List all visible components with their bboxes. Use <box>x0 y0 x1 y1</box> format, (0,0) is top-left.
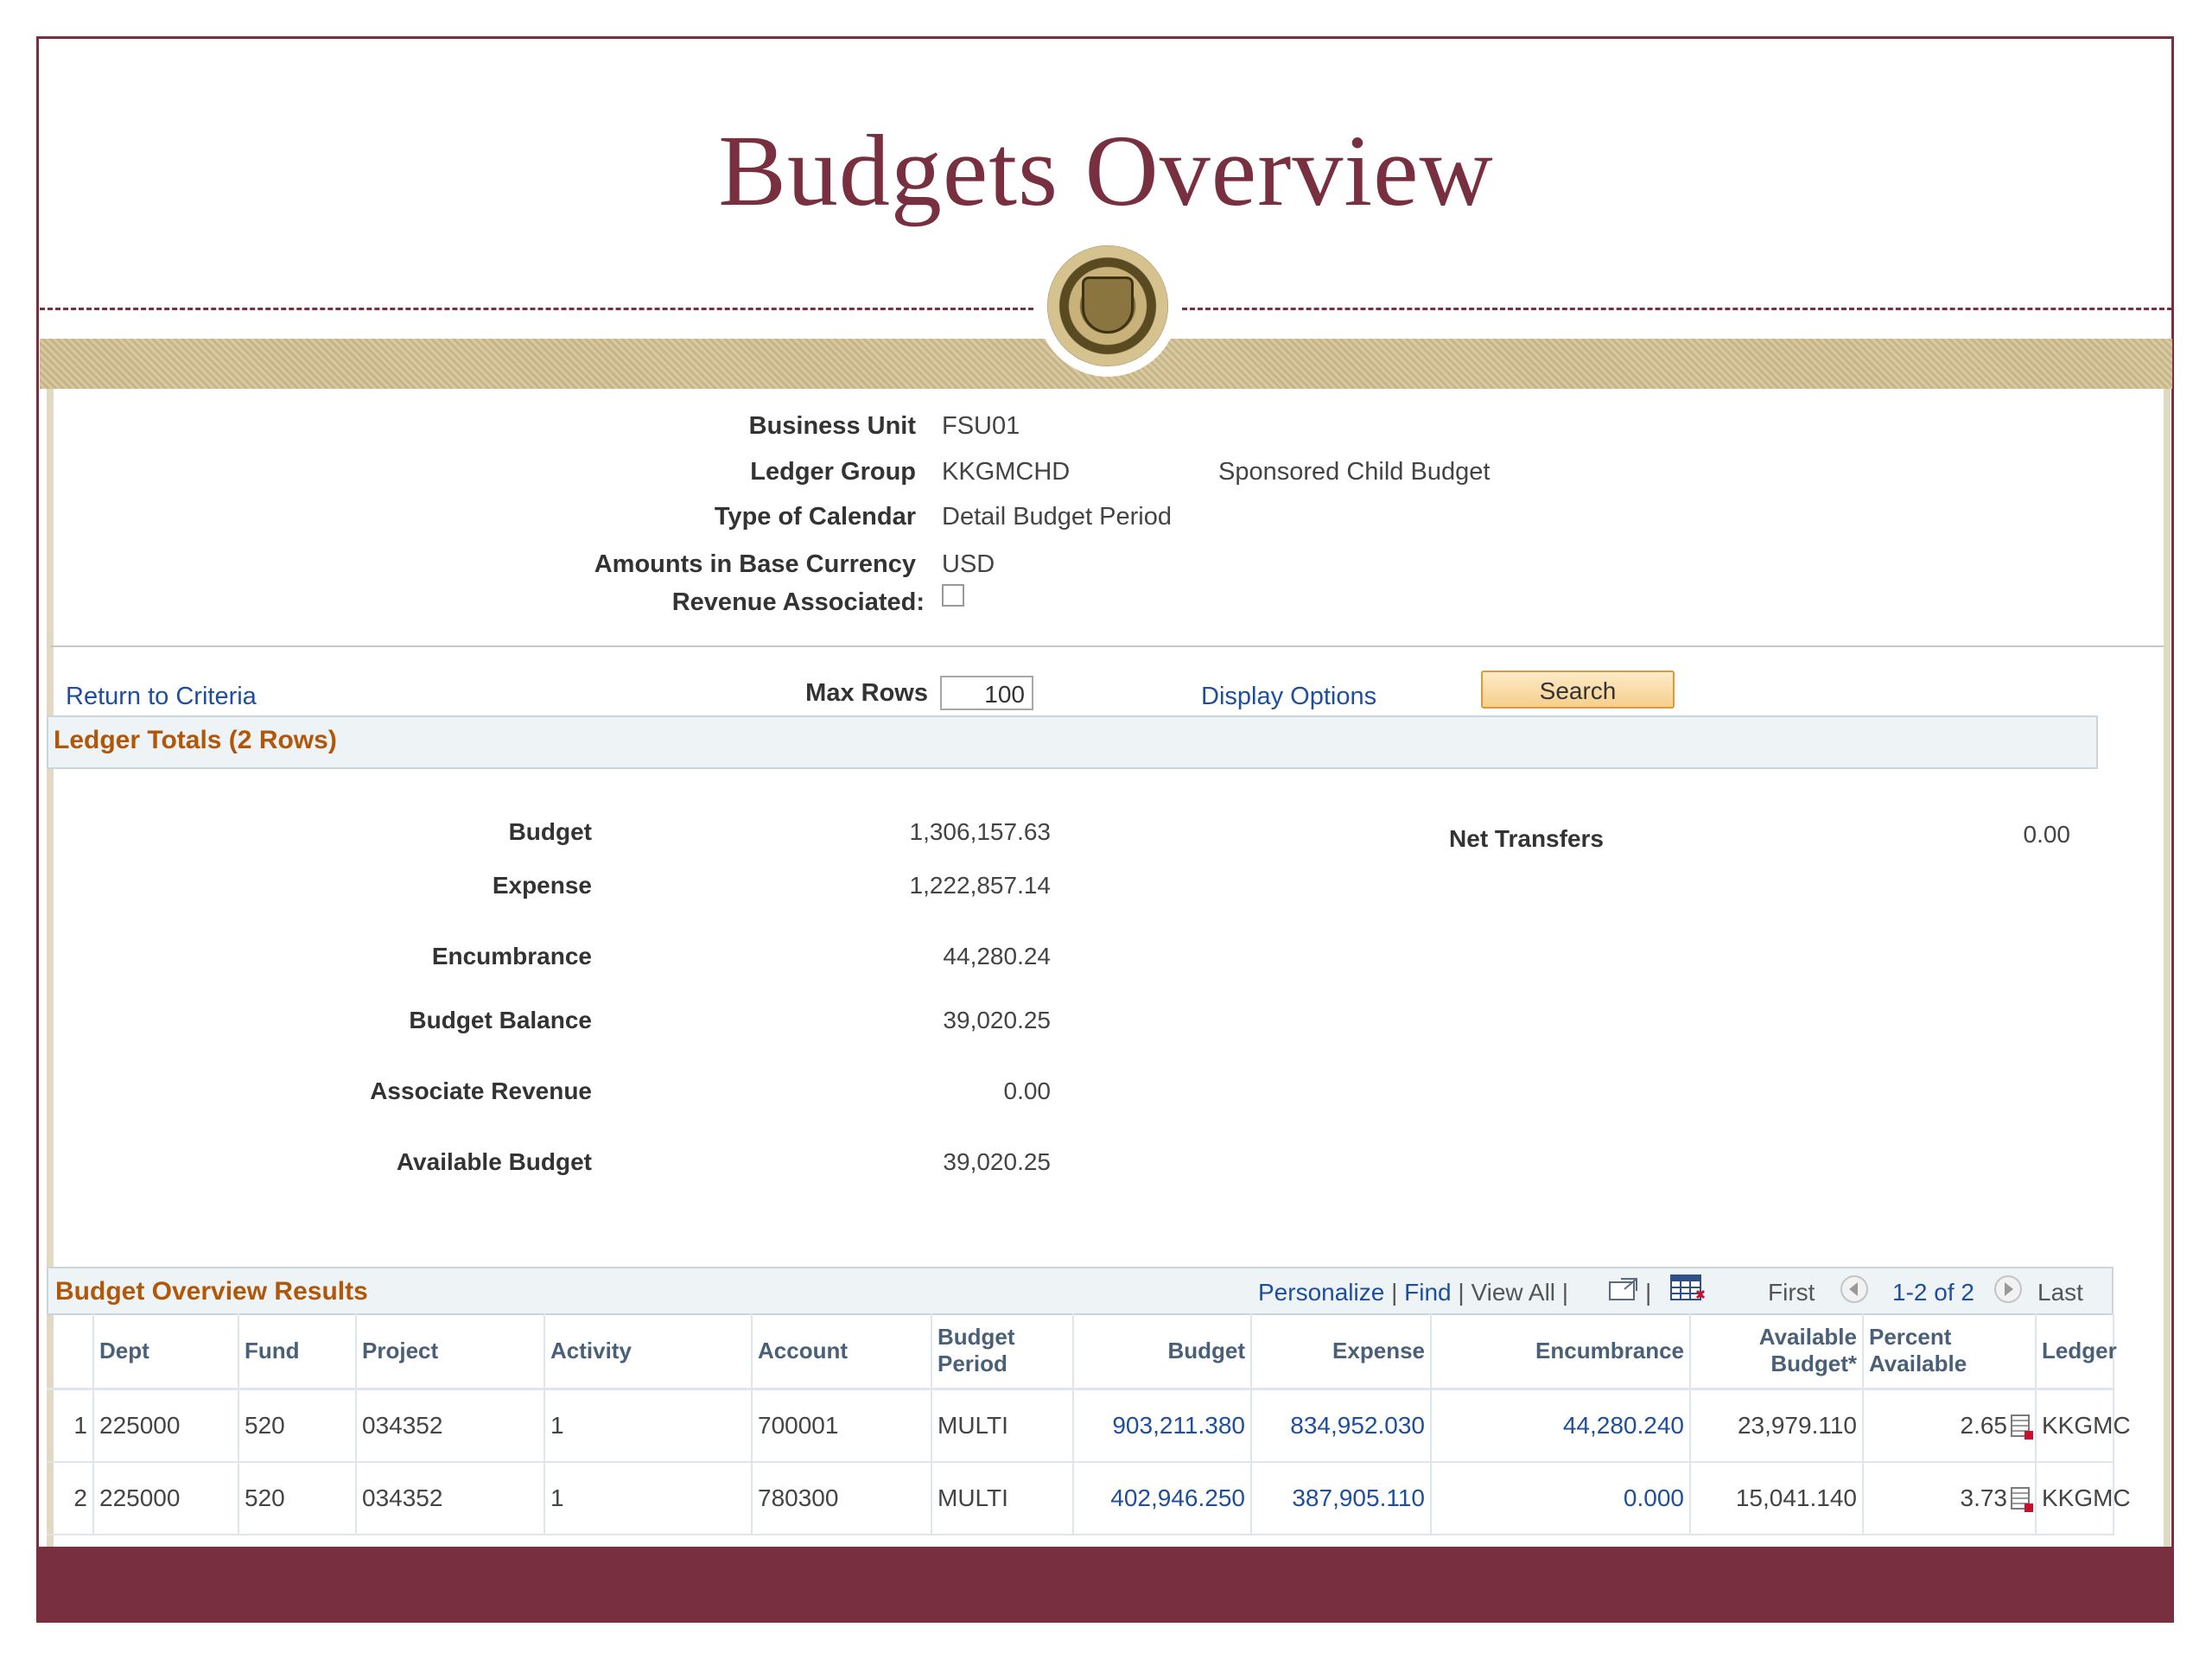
page-title: Budgets Overview <box>718 114 1494 227</box>
base-currency-value: USD <box>942 550 995 578</box>
column-header-fund[interactable]: Fund <box>238 1313 356 1389</box>
column-header-expense[interactable]: Expense <box>1251 1313 1431 1389</box>
results-title: Budget Overview Results <box>55 1277 368 1306</box>
business-unit-value: FSU01 <box>942 412 1020 440</box>
cell-budget-link[interactable]: 402,946.250 <box>1073 1462 1251 1535</box>
row-number-header <box>47 1313 93 1389</box>
table-header-row <box>47 1313 2113 1389</box>
divider-right <box>1182 308 2172 310</box>
associate-revenue-value: 0.00 <box>1003 1077 1051 1104</box>
budget-balance-label: Budget Balance <box>409 1007 592 1033</box>
cell-available-budget: 23,979.110 <box>1690 1389 1863 1463</box>
cell-fund: 520 <box>238 1389 356 1463</box>
cell-percent-available <box>1863 1462 2036 1535</box>
percent-value: 3.73 <box>1960 1484 2007 1511</box>
column-header-budget-period[interactable]: Budget Period <box>931 1313 1073 1389</box>
available-budget-label: Available Budget <box>396 1148 592 1175</box>
cell-percent-available <box>1863 1389 2036 1463</box>
cell-budget-period: MULTI <box>931 1462 1073 1535</box>
column-header-project[interactable]: Project <box>356 1313 544 1389</box>
cell-project: 034352 <box>356 1462 544 1535</box>
column-header-dept[interactable]: Dept <box>93 1313 238 1389</box>
ledger-group-description: Sponsored Child Budget <box>1218 458 1491 486</box>
total-encumbrance-label: Encumbrance <box>431 943 592 969</box>
cell-dept: 225000 <box>93 1462 238 1535</box>
column-header-percent-available[interactable]: Percent Available <box>1863 1313 2036 1389</box>
revenue-associated-label: Revenue Associated: <box>671 588 925 616</box>
column-header-budget[interactable]: Budget <box>1073 1313 1251 1389</box>
footer-bar <box>36 1547 2174 1623</box>
max-rows-label: Max Rows <box>805 679 928 707</box>
budget-balance-value: 39,020.25 <box>943 1007 1051 1033</box>
view-all-link[interactable]: View All <box>1471 1279 1556 1306</box>
find-link[interactable]: Find <box>1404 1279 1452 1306</box>
table-row <box>47 1389 2113 1463</box>
available-budget-value: 39,020.25 <box>943 1148 1051 1175</box>
revenue-associated-checkbox[interactable] <box>942 584 964 607</box>
cell-available-budget: 15,041.140 <box>1690 1462 1863 1535</box>
max-rows-input[interactable]: 100 <box>940 676 1033 710</box>
total-expense-label: Expense <box>492 872 592 899</box>
nav-separator: | <box>1561 1279 1569 1306</box>
ledger-totals-title: Ledger Totals (2 Rows) <box>54 726 337 754</box>
cell-activity: 1 <box>544 1462 752 1535</box>
row-number: 1 <box>47 1389 93 1463</box>
total-budget-label: Budget <box>508 818 592 845</box>
section-divider <box>50 645 2164 647</box>
cell-account: 700001 <box>752 1389 931 1463</box>
cell-account: 780300 <box>752 1462 931 1535</box>
cell-expense-link[interactable]: 387,905.110 <box>1251 1462 1431 1535</box>
cell-project: 034352 <box>356 1389 544 1463</box>
cell-budget-period: MULTI <box>931 1389 1073 1463</box>
ledger-group-value: KKGMCHD <box>942 458 1071 486</box>
column-header-account[interactable]: Account <box>752 1313 931 1389</box>
cell-encumbrance-link[interactable]: 0.000 <box>1431 1462 1690 1535</box>
calendar-type-value: Detail Budget Period <box>942 503 1172 531</box>
cell-encumbrance-link[interactable]: 44,280.240 <box>1431 1389 1690 1463</box>
total-encumbrance-value: 44,280.24 <box>943 943 1051 969</box>
results-nav <box>1258 1279 1568 1306</box>
column-header-encumbrance[interactable]: Encumbrance <box>1431 1313 1690 1389</box>
display-options-link[interactable]: Display Options <box>1201 683 1377 710</box>
prev-arrow-icon[interactable] <box>1839 1274 1870 1305</box>
cell-activity: 1 <box>544 1389 752 1463</box>
percent-value: 2.65 <box>1960 1412 2007 1439</box>
column-header-activity[interactable]: Activity <box>544 1313 752 1389</box>
personalize-link[interactable]: Personalize <box>1258 1279 1385 1306</box>
column-header-available-budget[interactable]: Available Budget* <box>1690 1313 1863 1389</box>
table-row <box>47 1462 2113 1535</box>
return-to-criteria-link[interactable]: Return to Criteria <box>66 683 257 710</box>
cell-fund: 520 <box>238 1462 356 1535</box>
nav-separator: | <box>1458 1279 1471 1306</box>
net-transfers-value: 0.00 <box>2023 821 2070 848</box>
download-grid-icon[interactable] <box>1669 1274 1706 1303</box>
total-expense-value: 1,222,857.14 <box>909 872 1051 899</box>
total-budget-value: 1,306,157.63 <box>909 818 1051 845</box>
last-link[interactable]: Last <box>2037 1279 2083 1306</box>
cell-ledger: KKGMC <box>2036 1462 2113 1535</box>
cell-dept: 225000 <box>93 1389 238 1463</box>
associate-revenue-label: Associate Revenue <box>370 1077 592 1104</box>
pagination-range: 1-2 of 2 <box>1892 1279 1974 1306</box>
base-currency-label: Amounts in Base Currency <box>594 550 916 578</box>
cell-ledger: KKGMC <box>2036 1389 2113 1463</box>
net-transfers-label: Net Transfers <box>1449 825 1604 852</box>
search-button[interactable]: Search <box>1481 671 1675 709</box>
seal-shield-icon <box>1082 276 1134 334</box>
column-header-ledger[interactable]: Ledger <box>2036 1313 2113 1389</box>
divider-left <box>40 308 1033 310</box>
report-icon[interactable] <box>2011 1487 2030 1510</box>
nav-separator: | <box>1645 1279 1652 1306</box>
first-link[interactable]: First <box>1768 1279 1815 1306</box>
new-window-icon[interactable] <box>1607 1275 1642 1303</box>
row-number: 2 <box>47 1462 93 1535</box>
calendar-type-label: Type of Calendar <box>714 503 916 531</box>
business-unit-label: Business Unit <box>748 412 916 440</box>
next-arrow-icon[interactable] <box>1993 1274 2024 1305</box>
report-icon[interactable] <box>2011 1414 2030 1437</box>
cell-budget-link[interactable]: 903,211.380 <box>1073 1389 1251 1463</box>
results-table <box>47 1313 2131 1535</box>
nav-separator: | <box>1391 1279 1405 1306</box>
cell-expense-link[interactable]: 834,952.030 <box>1251 1389 1431 1463</box>
ledger-group-label: Ledger Group <box>750 458 916 486</box>
ledger-totals-header <box>47 715 2098 769</box>
